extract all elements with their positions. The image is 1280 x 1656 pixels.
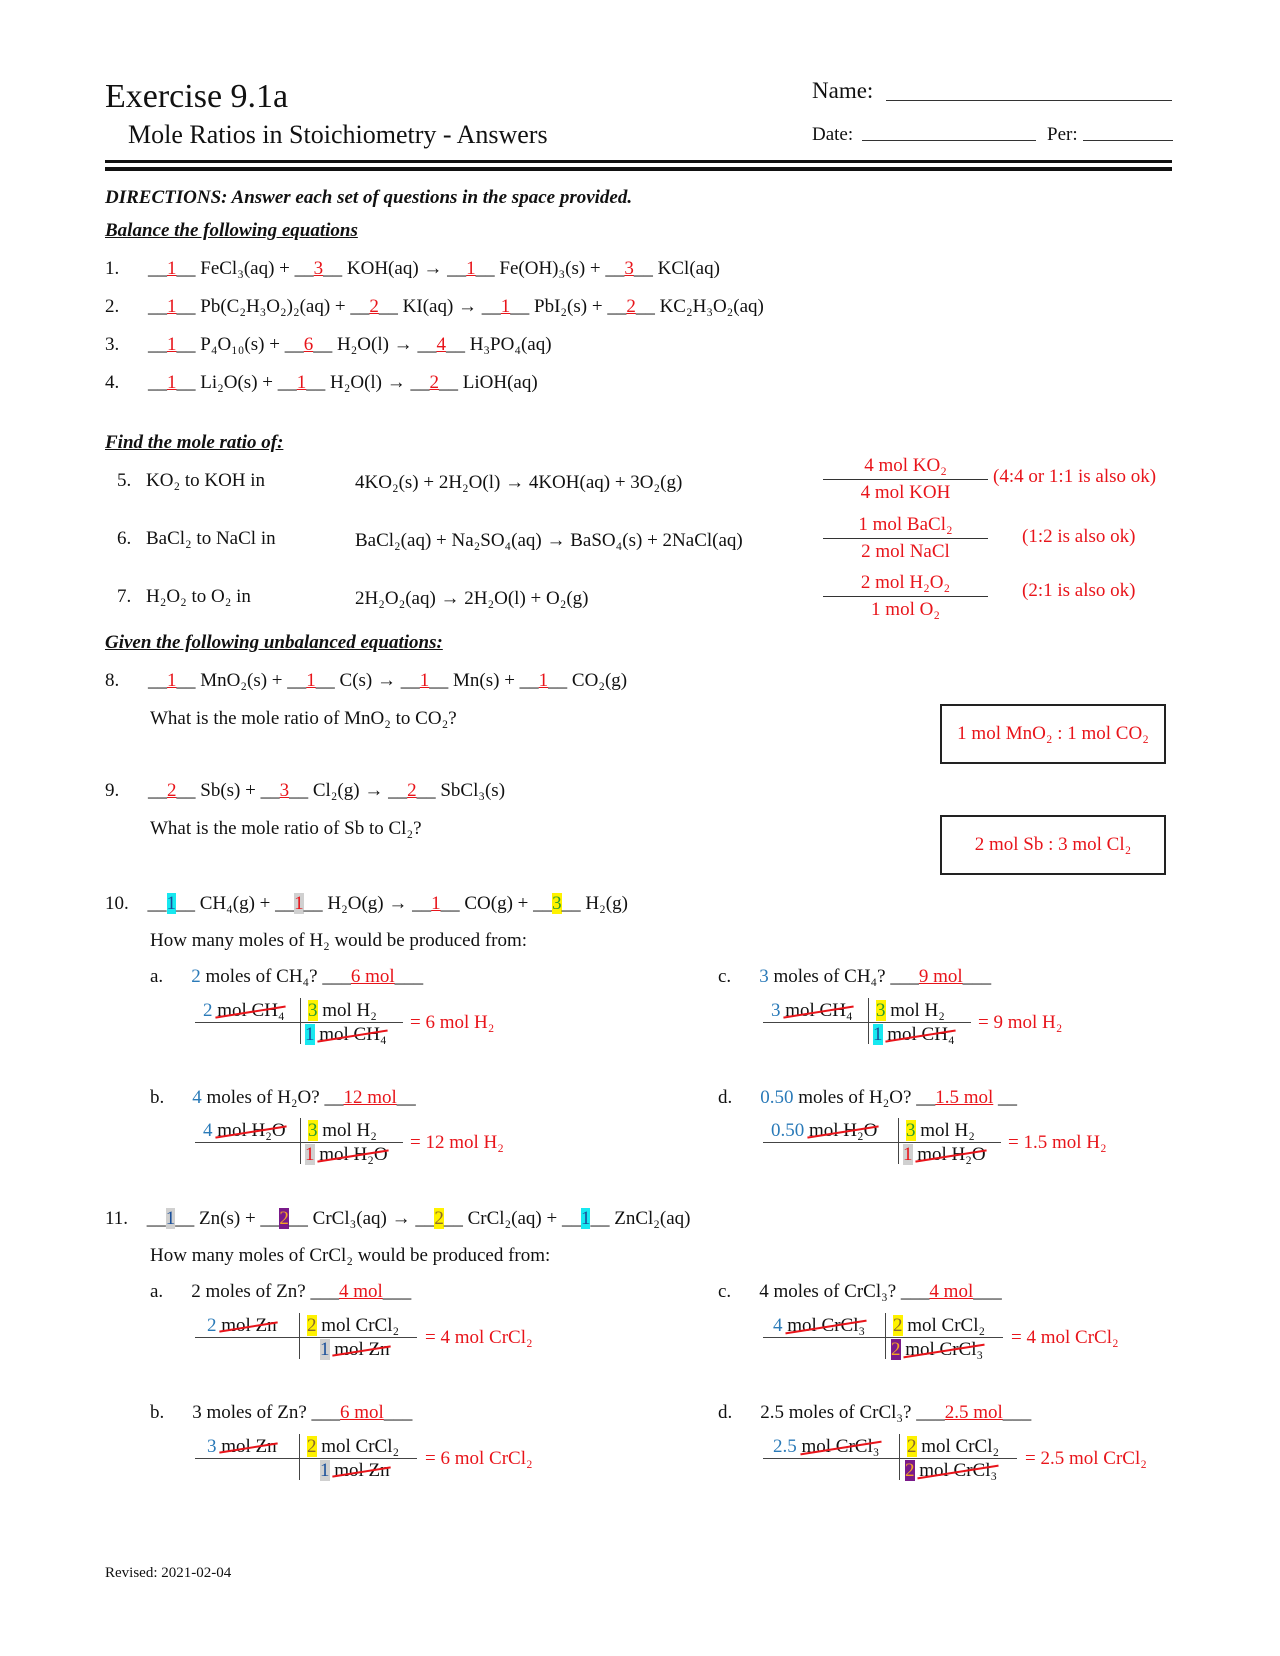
header-rule: [105, 167, 1172, 171]
ratio-note: (2:1 is also ok): [1022, 580, 1136, 601]
coefficient-answer: 1: [538, 670, 549, 691]
equation-row: 1. __1__ FeCl₃(aq) + __3__ KOH(aq) → __1__ Fe(OH)₃(s) + __3__ KCl(aq): [105, 258, 720, 279]
question-text: How many moles of H₂ would be produced from:: [150, 930, 528, 951]
coefficient-answer: 1: [294, 893, 304, 914]
date-field[interactable]: [862, 140, 1036, 141]
section-heading-ratio: Find the mole ratio of:: [105, 432, 284, 453]
question-text: How many moles of CrCl₂ would be produced from:: [150, 1245, 551, 1266]
coefficient-answer: 6: [303, 334, 314, 355]
subquestion: b. 3 moles of Zn? ___6 mol___: [150, 1402, 413, 1423]
section-heading-given: Given the following unbalanced equations:: [105, 632, 443, 653]
dimensional-analysis: 2 mol CH₄ 3 mol H₂ 1 mol CH₄ = 6 mol H₂: [195, 998, 515, 1048]
equation-row: 10. __1__ CH₄(g) + __1__ H₂O(g) → __1__ CO(g) + __3__ H₂(g): [105, 893, 628, 914]
dimensional-analysis: 0.50 mol H₂O 3 mol H₂ 1 mol H₂O = 1.5 mol H₂: [763, 1118, 1123, 1168]
period-label: Per:: [1047, 124, 1078, 145]
coefficient-answer: 1: [500, 296, 511, 317]
dimensional-analysis: 2 mol Zn 2 mol CrCl₂ 1 mol Zn = 4 mol CrCl₂: [195, 1313, 555, 1363]
answer-box: 2 mol Sb : 3 mol Cl₂: [940, 815, 1166, 875]
item-number: 1.: [105, 258, 120, 279]
ratio-answer-fraction: 4 mol KO₂ 4 mol KOH: [823, 455, 988, 504]
subquestion: b. 4 moles of H₂O? __12 mol__: [150, 1087, 416, 1108]
name-label: Name:: [812, 78, 874, 103]
name-field[interactable]: [886, 100, 1172, 101]
equation-row: 8. __1__ MnO₂(s) + __1__ C(s) → __1__ Mn(s) + __1__ CO₂(g): [105, 670, 628, 691]
dimensional-analysis: 3 mol CH₄ 3 mol H₂ 1 mol CH₄ = 9 mol H₂: [763, 998, 1083, 1048]
equation-row: 11. __1__ Zn(s) + __2__ CrCl₃(aq) → __2__ CrCl₂(aq) + __1__ ZnCl₂(aq): [105, 1208, 691, 1229]
coefficient-answer: 1: [306, 670, 316, 691]
ratio-question: 5. KO₂ to KOH in: [117, 470, 266, 491]
coefficient-answer: 1: [166, 893, 176, 914]
coefficient-answer: 3: [552, 893, 562, 914]
header-rule: [105, 160, 1172, 163]
ratio-equation: 2H₂O₂(aq) → 2H₂O(l) + O₂(g): [355, 588, 589, 609]
revision-date: Revised: 2021-02-04: [105, 1565, 232, 1581]
coefficient-answer: 1: [167, 670, 177, 691]
ratio-question: 6. BaCl₂ to NaCl in: [117, 528, 276, 549]
coefficient-answer: 1: [431, 893, 441, 914]
coefficient-answer: 1: [165, 1208, 176, 1229]
subquestion: a. 2 moles of CH₄? ___6 mol___: [150, 966, 424, 987]
coefficient-answer: 2: [429, 372, 439, 393]
question-text: What is the mole ratio of MnO₂ to CO₂?: [150, 708, 457, 729]
ratio-note: (4:4 or 1:1 is also ok): [993, 466, 1157, 487]
coefficient-answer: 1: [296, 372, 307, 393]
date-label: Date:: [812, 124, 854, 145]
ratio-note: (1:2 is also ok): [1022, 526, 1136, 547]
subquestion: d. 0.50 moles of H₂O? __1.5 mol __: [718, 1087, 1018, 1108]
coefficient-answer: 2: [279, 1208, 289, 1229]
dimensional-analysis: 2.5 mol CrCl₃ 2 mol CrCl₂ 2 mol CrCl₃ = 2.5 mol CrCl₂: [763, 1434, 1163, 1484]
question-text: What is the mole ratio of Sb to Cl₂?: [150, 818, 422, 839]
ratio-answer-fraction: 2 mol H₂O₂ 1 mol O₂: [823, 572, 988, 621]
equation-row: 4. __1__ Li₂O(s) + __1__ H₂O(l) → __2__ LiOH(aq): [105, 372, 538, 393]
ratio-question: 7. H₂O₂ to O₂ in: [117, 586, 251, 607]
coefficient-answer: 1: [167, 296, 177, 317]
coefficient-answer: 1: [419, 670, 430, 691]
directions: DIRECTIONS: Answer each set of questions in the space provided.: [105, 187, 633, 208]
coefficient-answer: 1: [167, 334, 177, 355]
coefficient-answer: 2: [369, 296, 379, 317]
worksheet-subtitle: Mole Ratios in Stoichiometry - Answers: [128, 120, 548, 149]
equation-row: 2. __1__ Pb(C₂H₃O₂)₂(aq) + __2__ KI(aq) → __1__ PbI₂(s) + __2__ KC₂H₃O₂(aq): [105, 296, 764, 317]
coefficient-answer: 1: [167, 372, 177, 393]
coefficient-answer: 3: [279, 780, 290, 801]
period-field[interactable]: [1083, 140, 1173, 141]
coefficient-answer: 2: [626, 296, 636, 317]
coefficient-answer: 3: [313, 258, 324, 279]
coefficient-answer: 2: [407, 780, 417, 801]
coefficient-answer: 1: [466, 258, 476, 279]
answer-box: 1 mol MnO₂ : 1 mol CO₂: [940, 704, 1166, 764]
section-heading-balance: Balance the following equations: [105, 220, 358, 241]
subquestion: c. 4 moles of CrCl₃? ___4 mol___: [718, 1281, 1002, 1302]
equation-row: 3. __1__ P₄O₁₀(s) + __6__ H₂O(l) → __4__ H₃PO₄(aq): [105, 334, 552, 355]
ratio-answer-fraction: 1 mol BaCl₂ 2 mol NaCl: [823, 514, 988, 563]
subquestion: d. 2.5 moles of CrCl₃? ___2.5 mol___: [718, 1402, 1032, 1423]
coefficient-answer: 4: [436, 334, 446, 355]
subquestion: a. 2 moles of Zn? ___4 mol___: [150, 1281, 412, 1302]
ratio-equation: BaCl₂(aq) + Na₂SO₄(aq) → BaSO₄(s) + 2NaCl(aq): [355, 530, 743, 551]
dimensional-analysis: 3 mol Zn 2 mol CrCl₂ 1 mol Zn = 6 mol CrCl₂: [195, 1434, 555, 1484]
coefficient-answer: 1: [167, 258, 177, 279]
dimensional-analysis: 4 mol CrCl₃ 2 mol CrCl₂ 2 mol CrCl₃ = 4 mol CrCl₂: [763, 1313, 1143, 1363]
dimensional-analysis: 4 mol H₂O 3 mol H₂ 1 mol H₂O = 12 mol H₂: [195, 1118, 515, 1168]
coefficient-answer: 2: [167, 780, 177, 801]
worksheet-title: Exercise 9.1a: [105, 78, 289, 115]
equation-row: 9. __2__ Sb(s) + __3__ Cl₂(g) → __2__ SbCl₃(s): [105, 780, 506, 801]
coefficient-answer: 2: [434, 1208, 444, 1229]
coefficient-answer: 3: [624, 258, 634, 279]
subquestion: c. 3 moles of CH₄? ___9 mol___: [718, 966, 992, 987]
ratio-equation: 4KO₂(s) + 2H₂O(l) → 4KOH(aq) + 3O₂(g): [355, 472, 683, 493]
coefficient-answer: 1: [580, 1208, 591, 1229]
